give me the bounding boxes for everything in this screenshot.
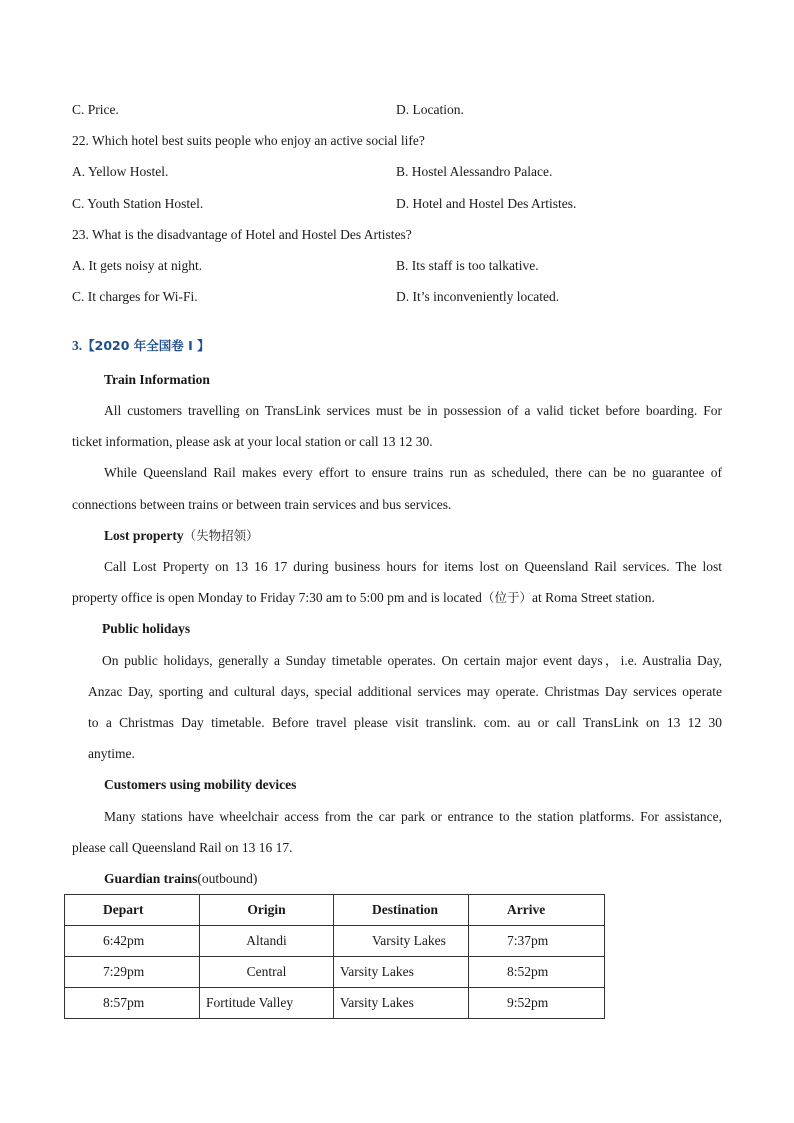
train-info-p1-line2: ticket information, please ask at your local station or call 13 12 30. [72, 434, 433, 449]
q23-option-c: C. It charges for Wi-Fi. [72, 289, 198, 304]
train-info-p2-line2: connections between trains or between train services and bus services. [72, 497, 452, 512]
cell-arrive: 9:52pm [469, 988, 605, 1019]
guardian-heading-title: Guardian trains [104, 871, 198, 886]
table-row [65, 926, 605, 957]
cell-arrive: 8:52pm [469, 957, 605, 988]
lost-property-heading [104, 526, 259, 546]
mobility-line2: please call Queensland Rail on 13 16 17. [72, 840, 293, 855]
q22-options-ab [72, 162, 722, 182]
q22-options-cd [72, 194, 722, 214]
column-header-arrive: Arrive [469, 895, 605, 926]
column-header-origin: Origin [200, 895, 334, 926]
guardian-heading-note: (outbound) [197, 871, 258, 886]
cell-origin: Central [200, 957, 334, 988]
public-holidays-line4: anytime. [88, 746, 135, 761]
public-holidays-line3: to a Christmas Day timetable. Before travel please visit translink. com. au or call TransLink on 13 12 30 [88, 715, 722, 730]
column-header-destination: Destination [334, 895, 469, 926]
cell-arrive: 7:37pm [469, 926, 605, 957]
section-number: 3. [72, 338, 83, 353]
q22-option-a: A. Yellow Hostel. [72, 164, 169, 179]
public-holidays-line2: Anzac Day, sporting and cultural days, special additional services may operate. Christmas Day services operate [88, 684, 722, 699]
public-holidays-heading: Public holidays [102, 621, 191, 636]
table-row [65, 988, 605, 1019]
q22-stem: 22. Which hotel best suits people who enjoy an active social life? [72, 133, 425, 148]
q23-option-d: D. It’s inconveniently located. [396, 289, 560, 304]
lost-property-line2-a: property office is open Monday to Friday 7:30 am to 5:00 pm and is located [72, 590, 482, 605]
lost-property-line2 [72, 588, 655, 608]
cell-depart: 8:57pm [65, 988, 200, 1019]
q21-option-d: D. Location. [396, 102, 464, 117]
guardian-heading [104, 869, 257, 889]
cell-origin: Altandi [200, 926, 334, 957]
public-holidays-line1: On public holidays, generally a Sunday timetable operates. On certain major event days，i.e. Australia Day, [102, 653, 722, 668]
lost-property-line1: Call Lost Property on 13 16 17 during business hours for items lost on Queensland Rail services. The lost [104, 559, 722, 574]
cell-destination: Varsity Lakes [334, 926, 469, 957]
q23-option-a: A. It gets noisy at night. [72, 258, 203, 273]
q22-option-d: D. Hotel and Hostel Des Artistes. [396, 196, 577, 211]
lost-property-line2-cn: （位于） [481, 590, 532, 605]
cell-depart: 7:29pm [65, 957, 200, 988]
q21-option-c: C. Price. [72, 102, 119, 117]
q23-options-cd [72, 287, 722, 307]
lost-property-line2-b: at Roma Street station. [531, 590, 655, 605]
q23-stem: 23. What is the disadvantage of Hotel and Hostel Des Artistes? [72, 227, 412, 242]
cell-origin: Fortitude Valley [200, 988, 334, 1019]
train-info-heading: Train Information [104, 372, 210, 387]
q22-option-c: C. Youth Station Hostel. [72, 196, 204, 211]
cell-depart: 6:42pm [65, 926, 200, 957]
train-info-p2-line1: While Queensland Rail makes every effort to ensure trains run as scheduled, there can be no guarantee of [104, 465, 722, 480]
q23-options-ab [72, 256, 722, 276]
section-title [72, 336, 210, 356]
mobility-heading: Customers using mobility devices [104, 777, 297, 792]
q22-option-b: B. Hostel Alessandro Palace. [396, 164, 553, 179]
mobility-line1: Many stations have wheelchair access from the car park or entrance to the station platforms. For assistance, [104, 809, 722, 824]
table-row [65, 957, 605, 988]
lost-property-heading-cn: （失物招领） [183, 528, 259, 543]
table-header-row [65, 895, 605, 926]
q21-options [72, 100, 722, 120]
train-info-p1-line1: All customers travelling on TransLink services must be in possession of a valid ticket before boarding. For [104, 403, 722, 418]
cell-destination: Varsity Lakes [334, 957, 469, 988]
cell-destination: Varsity Lakes [334, 988, 469, 1019]
section-source: 【2020 年全国卷 I 】 [82, 338, 210, 353]
guardian-trains-table [64, 894, 605, 1019]
q23-option-b: B. Its staff is too talkative. [396, 258, 539, 273]
column-header-depart: Depart [65, 895, 200, 926]
lost-property-heading-en: Lost property [104, 528, 184, 543]
